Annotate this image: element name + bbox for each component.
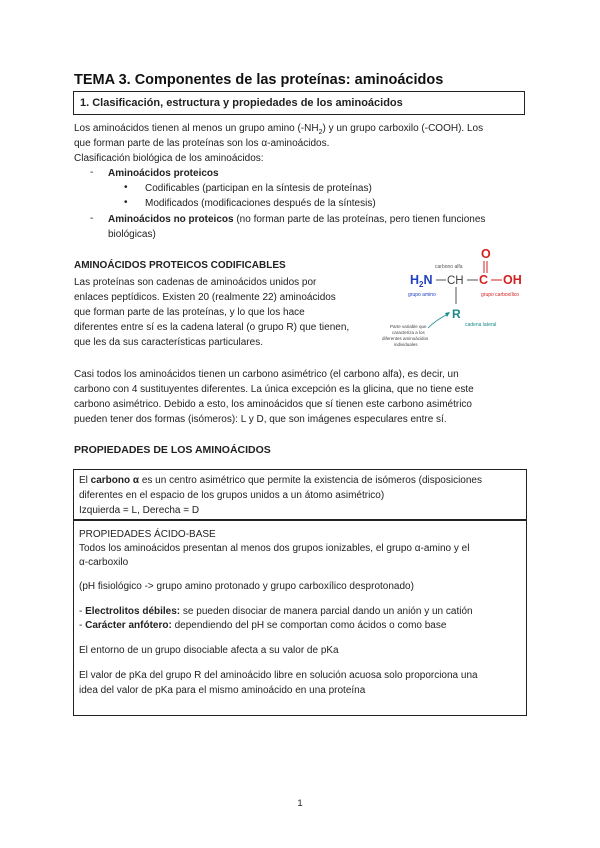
codificables-line-4: diferentes entre sí es la cadena lateral (o grupo R) que tienen, bbox=[74, 322, 350, 333]
acid-base-line-2: α-carboxilo bbox=[79, 557, 129, 568]
note-line-2: caracteriza a los bbox=[392, 330, 425, 335]
anfotero-pre: - bbox=[79, 620, 86, 631]
section-heading: 1. Clasificación, estructura y propiedades de los aminoácidos bbox=[80, 97, 403, 109]
pka-line-2: idea del valor de pKa para el mismo aminoácido en una proteína bbox=[79, 685, 366, 696]
no-proteicos-rest: (no forman parte de las proteínas, pero tienen funciones bbox=[233, 214, 486, 225]
label-grupo-amino: grupo amino bbox=[408, 292, 436, 298]
codificables-heading: AMINOÁCIDOS PROTEICOS CODIFICABLES bbox=[74, 260, 286, 271]
electrolitos-line bbox=[79, 604, 473, 619]
bullet-dot-1: • bbox=[124, 182, 128, 193]
box1-rest: es un centro asimétrico que permite la existencia de isómeros (disposiciones bbox=[139, 475, 482, 486]
box1-line-1 bbox=[79, 473, 482, 488]
intro-line-2: que forman parte de las proteínas son los α-aminoácidos. bbox=[74, 138, 330, 149]
electrolitos-pre: - bbox=[79, 606, 86, 617]
amino-group-symbol: $H_2N$ bbox=[410, 273, 433, 289]
list-item-no-proteicos-line2: biológicas) bbox=[108, 229, 156, 240]
side-chain-r: R bbox=[452, 307, 461, 321]
page-number: 1 bbox=[297, 798, 303, 809]
note-line-1: Parte variable que bbox=[390, 324, 427, 329]
label-carbono-alfa: carbono alfa bbox=[435, 264, 463, 270]
pointer-arrow-head bbox=[445, 312, 450, 317]
list-subitem-modificados: Modificados (modificaciones después de la síntesis) bbox=[145, 198, 376, 209]
codificables-line-1: Las proteínas son cadenas de aminoácidos unidos por bbox=[74, 277, 317, 288]
ph-line: (pH fisiológico -> grupo amino protonado y grupo carboxílico desprotonado) bbox=[79, 581, 414, 592]
pointer-arrow-line bbox=[428, 314, 448, 328]
anfotero-line bbox=[79, 618, 446, 633]
list-item-no-proteicos bbox=[108, 212, 485, 227]
box1-line-3: Izquierda = L, Derecha = D bbox=[79, 505, 200, 516]
no-proteicos-bold: Aminoácidos no proteicos bbox=[108, 214, 234, 225]
intro-text-a: Los aminoácidos tienen al menos un grupo amino (-NH bbox=[74, 123, 319, 134]
intro-subscript: 2 bbox=[318, 129, 323, 136]
acid-base-line-1: Todos los aminoácidos presentan al menos dos grupos ionizables, el grupo α-amino y el bbox=[79, 543, 470, 554]
amino-acid-structure-diagram bbox=[370, 246, 540, 358]
box1-pre: El bbox=[79, 475, 91, 486]
note-line-4: individuales bbox=[394, 342, 418, 347]
pka-line-1: El valor de pKa del grupo R del aminoácido libre en solución acuosa solo proporciona una bbox=[79, 670, 478, 681]
acid-base-title: PROPIEDADES ÁCIDO-BASE bbox=[79, 529, 216, 540]
electrolitos-bold: Electrolitos débiles: bbox=[85, 606, 181, 617]
entorno-line: El entorno de un grupo disociable afecta a su valor de pKa bbox=[79, 645, 339, 656]
box1-bold: carbono α bbox=[90, 475, 140, 486]
list-subitem-codificables: Codificables (participan en la síntesis de proteínas) bbox=[145, 183, 372, 194]
asimetrico-line-2: carbono con 4 sustituyentes diferentes. La única excepción es la glicina, que no tiene este bbox=[74, 384, 474, 395]
carbonyl-oxygen: O bbox=[481, 247, 491, 261]
intro-text-b: ) y un grupo carboxilo (-COOH). Los bbox=[322, 123, 484, 134]
note-line-3: diferentes aminoácidos bbox=[382, 336, 429, 341]
codificables-line-5: que les da sus características particulares. bbox=[74, 337, 263, 348]
asimetrico-line-4: pueden tener dos formas (isómeros): L y D, que son imágenes especulares entre sí. bbox=[74, 414, 447, 425]
bullet-dash-1: - bbox=[90, 167, 94, 178]
hydroxyl-group: OH bbox=[503, 273, 522, 287]
bullet-dash-2: - bbox=[90, 213, 94, 224]
box1-line-2: diferentes en el espacio de los grupos unidos a un átomo asimétrico) bbox=[79, 490, 385, 501]
alpha-carbon-ch: CH bbox=[447, 275, 464, 287]
list-item-proteicos: Aminoácidos proteicos bbox=[108, 168, 219, 179]
codificables-line-2: enlaces peptídicos. Existen 20 (realmente 22) aminoácidos bbox=[74, 292, 336, 303]
section-heading-box bbox=[73, 91, 525, 115]
bullet-dot-2: • bbox=[124, 197, 128, 208]
asimetrico-line-1: Casi todos los aminoácidos tienen un carbono asimétrico (el carbono alfa), es decir, un bbox=[74, 369, 459, 380]
propiedades-heading: PROPIEDADES DE LOS AMINOÁCIDOS bbox=[74, 444, 271, 456]
asimetrico-line-3: carbono asimétrico. Debido a esto, los aminoácidos que sí tienen este carbono asimétrico bbox=[74, 399, 472, 410]
page-title: TEMA 3. Componentes de las proteínas: aminoácidos bbox=[74, 72, 444, 88]
codificables-line-3: que forman parte de las proteínas, y lo que los hace bbox=[74, 307, 305, 318]
classification-line: Clasificación biológica de los aminoácidos: bbox=[74, 153, 264, 164]
carboxyl-carbon: C bbox=[479, 273, 489, 287]
electrolitos-rest: se pueden disociar de manera parcial dando un anión y un catión bbox=[180, 606, 473, 617]
label-cadena-lateral: cadena lateral bbox=[465, 322, 497, 328]
anfotero-bold: Carácter anfótero: bbox=[85, 620, 172, 631]
label-grupo-carboxilico: grupo carboxílico bbox=[481, 292, 520, 298]
anfotero-rest: dependiendo del pH se comportan como ácidos o como base bbox=[171, 620, 447, 631]
